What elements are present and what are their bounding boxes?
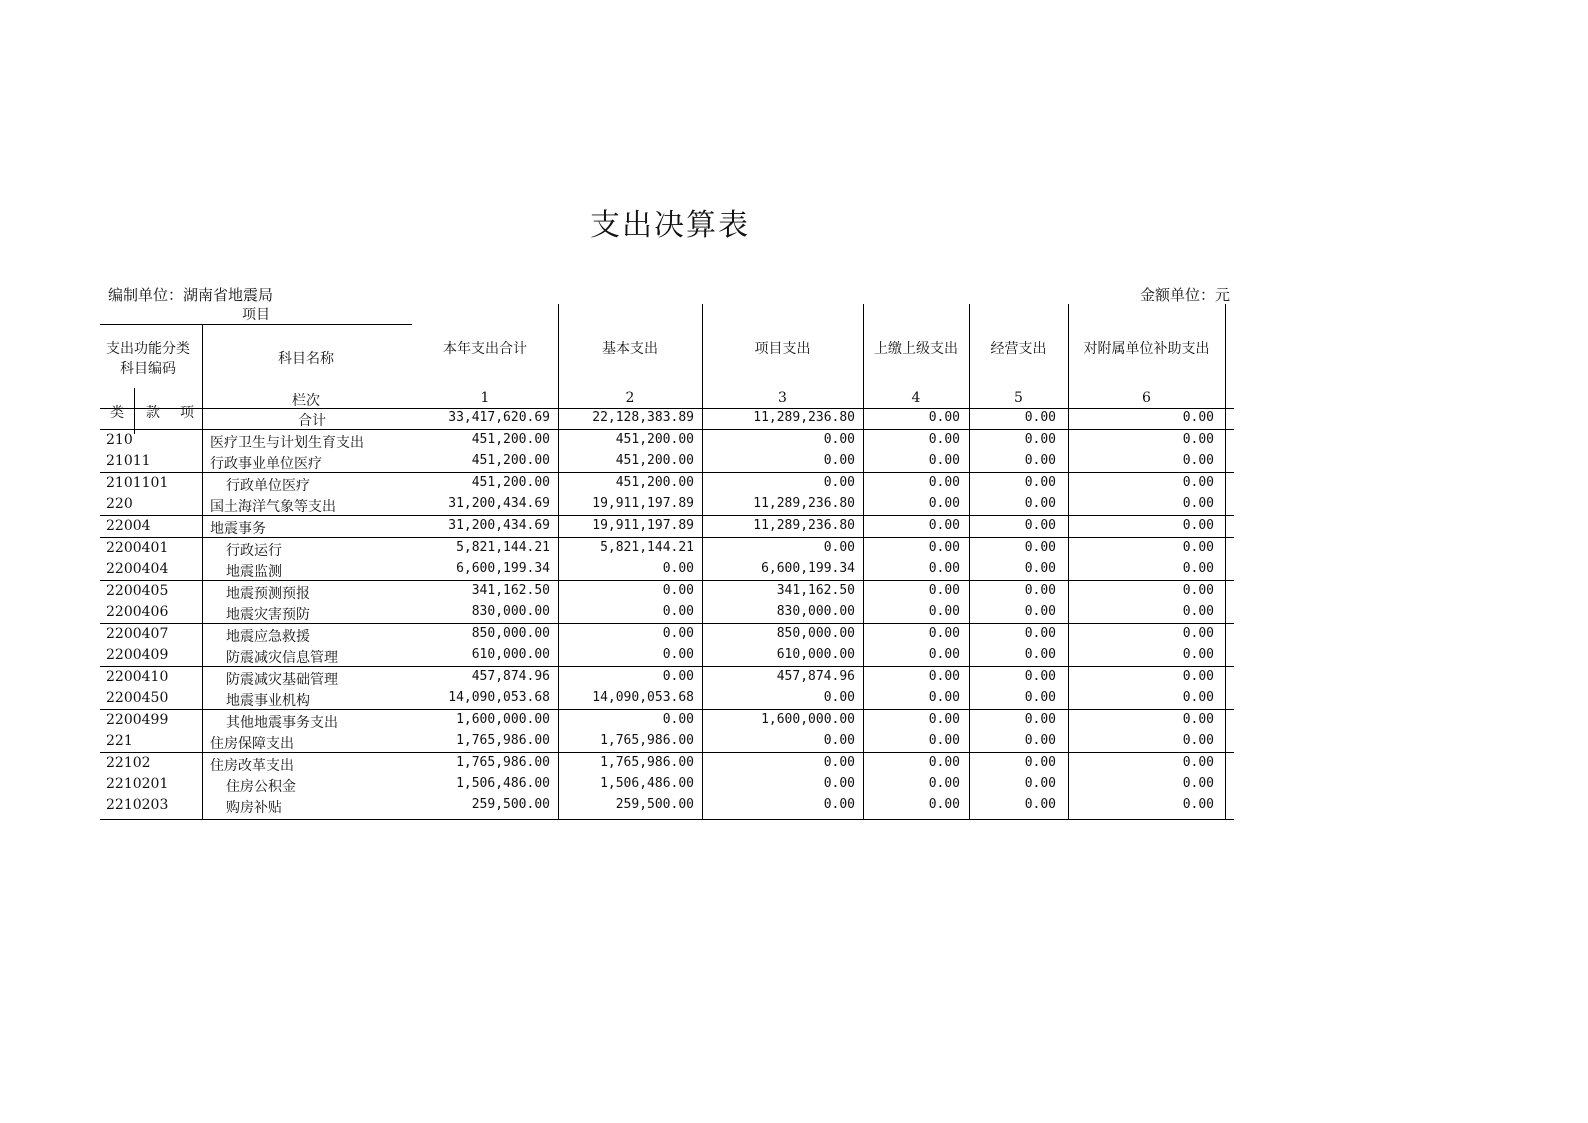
table-row — [100, 472, 1234, 494]
table-row — [100, 774, 1234, 795]
row-value-col-2: 19,911,197.89 — [592, 518, 694, 533]
table-row — [100, 645, 1234, 666]
row-subject-name: 其他地震事务支出 — [226, 715, 338, 731]
row-value-col-5: 0.00 — [1024, 410, 1056, 425]
row-value-col-4: 0.00 — [928, 733, 960, 748]
row-subject-name: 住房公积金 — [226, 779, 296, 795]
header-col-4: 上缴上级支出 — [874, 341, 958, 357]
row-code: 2210201 — [106, 776, 169, 792]
row-value-col-4: 0.00 — [928, 432, 960, 447]
row-code: 21011 — [106, 453, 151, 469]
table-row — [100, 408, 1234, 429]
row-subject-name: 防震减灾基础管理 — [226, 672, 338, 688]
row-value-col-2: 1,765,986.00 — [600, 755, 694, 770]
row-value-col-3: 6,600,199.34 — [761, 561, 855, 576]
row-value-col-5: 0.00 — [1024, 776, 1056, 791]
table-row — [100, 623, 1234, 645]
header-col-num-5: 5 — [1014, 390, 1023, 406]
row-subject-name: 行政单位医疗 — [226, 478, 310, 494]
row-value-col-1: 457,874.96 — [471, 669, 550, 684]
row-value-col-1: 14,090,053.68 — [448, 690, 550, 705]
row-value-col-4: 0.00 — [928, 626, 960, 641]
row-subject-name: 购房补贴 — [226, 800, 282, 816]
table-row — [100, 709, 1234, 731]
row-value-col-2: 451,200.00 — [615, 475, 694, 490]
header-col-num-3: 3 — [778, 390, 787, 406]
row-value-col-6: 0.00 — [1182, 797, 1214, 812]
header-col-2: 基本支出 — [602, 341, 658, 357]
table-row — [100, 731, 1234, 752]
row-value-col-2: 5,821,144.21 — [600, 540, 694, 555]
row-value-col-3: 610,000.00 — [776, 647, 855, 662]
row-value-col-5: 0.00 — [1024, 518, 1056, 533]
table-bottom-line — [100, 819, 1234, 820]
row-value-col-1: 33,417,620.69 — [448, 410, 550, 425]
row-value-col-5: 0.00 — [1024, 540, 1056, 555]
table-row — [100, 451, 1234, 472]
header-col-num-1: 1 — [480, 390, 490, 406]
row-value-col-3: 0.00 — [823, 432, 855, 447]
row-code: 210 — [106, 432, 133, 448]
row-value-col-4: 0.00 — [928, 496, 960, 511]
row-value-col-6: 0.00 — [1182, 647, 1214, 662]
row-value-col-5: 0.00 — [1024, 453, 1056, 468]
row-value-col-4: 0.00 — [928, 712, 960, 727]
row-value-col-5: 0.00 — [1024, 669, 1056, 684]
row-value-col-4: 0.00 — [928, 797, 960, 812]
row-value-col-2: 0.00 — [662, 604, 694, 619]
row-value-col-1: 1,765,986.00 — [456, 755, 550, 770]
header-col-3: 项目支出 — [754, 341, 811, 357]
row-value-col-6: 0.00 — [1182, 518, 1214, 533]
row-value-col-2: 259,500.00 — [615, 797, 694, 812]
header-subject-name: 科目名称 — [278, 351, 334, 367]
row-value-col-3: 830,000.00 — [776, 604, 855, 619]
row-value-col-2: 451,200.00 — [615, 432, 694, 447]
row-subject-name: 合计 — [298, 413, 326, 429]
row-value-col-1: 830,000.00 — [471, 604, 550, 619]
row-value-col-3: 11,289,236.80 — [753, 496, 855, 511]
row-value-col-5: 0.00 — [1024, 561, 1056, 576]
row-value-col-1: 1,506,486.00 — [456, 776, 550, 791]
row-value-col-1: 5,821,144.21 — [456, 540, 550, 555]
row-subject-name: 地震应急救援 — [226, 629, 310, 645]
row-value-col-4: 0.00 — [928, 410, 960, 425]
row-value-col-6: 0.00 — [1182, 432, 1214, 447]
row-value-col-2: 0.00 — [662, 712, 694, 727]
header-category-code-line1: 支出功能分类 — [106, 341, 190, 357]
row-value-col-5: 0.00 — [1024, 733, 1056, 748]
row-value-col-4: 0.00 — [928, 755, 960, 770]
table-body — [100, 408, 1234, 816]
table-row — [100, 515, 1234, 537]
table-row — [100, 580, 1234, 602]
row-code: 2200499 — [106, 712, 169, 728]
header-col-1: 本年支出合计 — [443, 341, 527, 357]
header-lei: 类 — [110, 405, 124, 421]
row-value-col-1: 451,200.00 — [471, 453, 550, 468]
row-value-col-3: 0.00 — [823, 475, 855, 490]
row-value-col-6: 0.00 — [1182, 453, 1214, 468]
row-subject-name: 行政事业单位医疗 — [210, 456, 322, 472]
row-value-col-3: 850,000.00 — [776, 626, 855, 641]
table-row — [100, 688, 1234, 709]
row-value-col-2: 1,506,486.00 — [600, 776, 694, 791]
row-value-col-3: 11,289,236.80 — [753, 410, 855, 425]
row-value-col-2: 19,911,197.89 — [592, 496, 694, 511]
row-code: 2200409 — [106, 647, 169, 663]
row-value-col-1: 850,000.00 — [471, 626, 550, 641]
row-value-col-4: 0.00 — [928, 475, 960, 490]
row-value-col-3: 0.00 — [823, 755, 855, 770]
row-code: 2200401 — [106, 540, 169, 556]
row-value-col-6: 0.00 — [1182, 583, 1214, 598]
report-title: 支出决算表 — [590, 208, 750, 243]
row-value-col-3: 11,289,236.80 — [753, 518, 855, 533]
table-row — [100, 429, 1234, 451]
row-subject-name: 地震灾害预防 — [226, 607, 310, 623]
row-subject-name: 住房保障支出 — [210, 736, 294, 752]
row-code: 22004 — [106, 518, 151, 534]
header-col-5: 经营支出 — [990, 341, 1047, 357]
row-value-col-6: 0.00 — [1182, 540, 1214, 555]
compiling-unit: 编制单位：湖南省地震局 — [108, 286, 274, 304]
row-value-col-1: 341,162.50 — [471, 583, 550, 598]
row-subject-name: 地震监测 — [226, 564, 282, 580]
row-value-col-6: 0.00 — [1182, 712, 1214, 727]
row-value-col-1: 451,200.00 — [471, 432, 550, 447]
row-value-col-1: 31,200,434.69 — [448, 496, 550, 511]
row-value-col-1: 31,200,434.69 — [448, 518, 550, 533]
header-col-num-6: 6 — [1142, 390, 1151, 406]
row-value-col-5: 0.00 — [1024, 475, 1056, 490]
row-code: 2200404 — [106, 561, 169, 577]
row-value-col-4: 0.00 — [928, 453, 960, 468]
row-value-col-4: 0.00 — [928, 540, 960, 555]
row-value-col-5: 0.00 — [1024, 496, 1056, 511]
row-value-col-4: 0.00 — [928, 518, 960, 533]
row-code: 2200410 — [106, 669, 169, 685]
row-value-col-1: 610,000.00 — [471, 647, 550, 662]
row-subject-name: 地震预测预报 — [226, 586, 310, 602]
row-code: 2200406 — [106, 604, 169, 620]
row-value-col-4: 0.00 — [928, 647, 960, 662]
row-value-col-4: 0.00 — [928, 669, 960, 684]
row-value-col-4: 0.00 — [928, 690, 960, 705]
row-subject-name: 地震事业机构 — [226, 693, 310, 709]
row-subject-name: 地震事务 — [210, 521, 266, 537]
row-value-col-5: 0.00 — [1024, 712, 1056, 727]
row-value-col-5: 0.00 — [1024, 604, 1056, 619]
row-value-col-6: 0.00 — [1182, 496, 1214, 511]
row-value-col-6: 0.00 — [1182, 669, 1214, 684]
table-row — [100, 559, 1234, 580]
row-value-col-6: 0.00 — [1182, 475, 1214, 490]
row-value-col-4: 0.00 — [928, 561, 960, 576]
row-code: 2101101 — [106, 475, 169, 491]
row-subject-name: 行政运行 — [226, 543, 282, 559]
header-kuan: 款 — [146, 405, 160, 421]
row-value-col-1: 1,600,000.00 — [456, 712, 550, 727]
row-code: 220 — [106, 496, 133, 512]
row-subject-name: 医疗卫生与计划生育支出 — [210, 435, 364, 451]
row-value-col-2: 1,765,986.00 — [600, 733, 694, 748]
header-col-num-2: 2 — [625, 390, 635, 406]
row-value-col-2: 14,090,053.68 — [592, 690, 694, 705]
row-value-col-5: 0.00 — [1024, 583, 1056, 598]
row-code: 2210203 — [106, 797, 169, 813]
row-value-col-2: 0.00 — [662, 583, 694, 598]
row-value-col-3: 0.00 — [823, 690, 855, 705]
header-project: 项目 — [242, 307, 270, 323]
row-value-col-2: 0.00 — [662, 669, 694, 684]
row-value-col-5: 0.00 — [1024, 797, 1056, 812]
row-value-col-3: 0.00 — [823, 776, 855, 791]
table-row — [100, 752, 1234, 774]
row-value-col-5: 0.00 — [1024, 647, 1056, 662]
row-subject-name: 国土海洋气象等支出 — [210, 499, 336, 515]
row-code: 2200450 — [106, 690, 169, 706]
row-value-col-1: 259,500.00 — [471, 797, 550, 812]
row-value-col-3: 1,600,000.00 — [761, 712, 855, 727]
row-value-col-6: 0.00 — [1182, 755, 1214, 770]
row-subject-name: 住房改革支出 — [210, 758, 294, 774]
row-value-col-6: 0.00 — [1182, 733, 1214, 748]
row-value-col-1: 1,765,986.00 — [456, 733, 550, 748]
row-value-col-3: 0.00 — [823, 733, 855, 748]
row-code: 221 — [106, 733, 133, 749]
row-value-col-5: 0.00 — [1024, 626, 1056, 641]
table-row — [100, 494, 1234, 515]
row-value-col-6: 0.00 — [1182, 561, 1214, 576]
row-value-col-2: 22,128,383.89 — [592, 410, 694, 425]
row-value-col-2: 0.00 — [662, 626, 694, 641]
header-category-code-line2: 科目编码 — [120, 361, 176, 377]
row-value-col-6: 0.00 — [1182, 604, 1214, 619]
row-value-col-5: 0.00 — [1024, 755, 1056, 770]
row-value-col-3: 0.00 — [823, 540, 855, 555]
table-row — [100, 795, 1234, 816]
row-code: 2200407 — [106, 626, 169, 642]
row-subject-name: 防震减灾信息管理 — [226, 650, 338, 666]
row-value-col-4: 0.00 — [928, 583, 960, 598]
row-value-col-3: 0.00 — [823, 797, 855, 812]
header-column-no: 栏次 — [292, 393, 320, 409]
row-value-col-3: 0.00 — [823, 453, 855, 468]
header-xiang: 项 — [180, 405, 194, 421]
header-col-6: 对附属单位补助支出 — [1083, 341, 1210, 357]
row-value-col-2: 451,200.00 — [615, 453, 694, 468]
row-value-col-3: 341,162.50 — [776, 583, 855, 598]
row-value-col-5: 0.00 — [1024, 690, 1056, 705]
row-value-col-4: 0.00 — [928, 776, 960, 791]
row-value-col-2: 0.00 — [662, 647, 694, 662]
row-value-col-2: 0.00 — [662, 561, 694, 576]
row-value-col-6: 0.00 — [1182, 690, 1214, 705]
table-row — [100, 666, 1234, 688]
amount-unit: 金额单位：元 — [1139, 286, 1230, 304]
row-value-col-4: 0.00 — [928, 604, 960, 619]
row-value-col-6: 0.00 — [1182, 410, 1214, 425]
row-value-col-5: 0.00 — [1024, 432, 1056, 447]
row-code: 22102 — [106, 755, 151, 771]
row-value-col-1: 6,600,199.34 — [456, 561, 550, 576]
table-row — [100, 602, 1234, 623]
row-value-col-3: 457,874.96 — [776, 669, 855, 684]
row-code: 2200405 — [106, 583, 169, 599]
row-value-col-6: 0.00 — [1182, 626, 1214, 641]
header-col-num-4: 4 — [911, 390, 921, 406]
row-value-col-1: 451,200.00 — [471, 475, 550, 490]
header-project-underline — [100, 324, 412, 325]
row-value-col-6: 0.00 — [1182, 776, 1214, 791]
table-row — [100, 537, 1234, 559]
